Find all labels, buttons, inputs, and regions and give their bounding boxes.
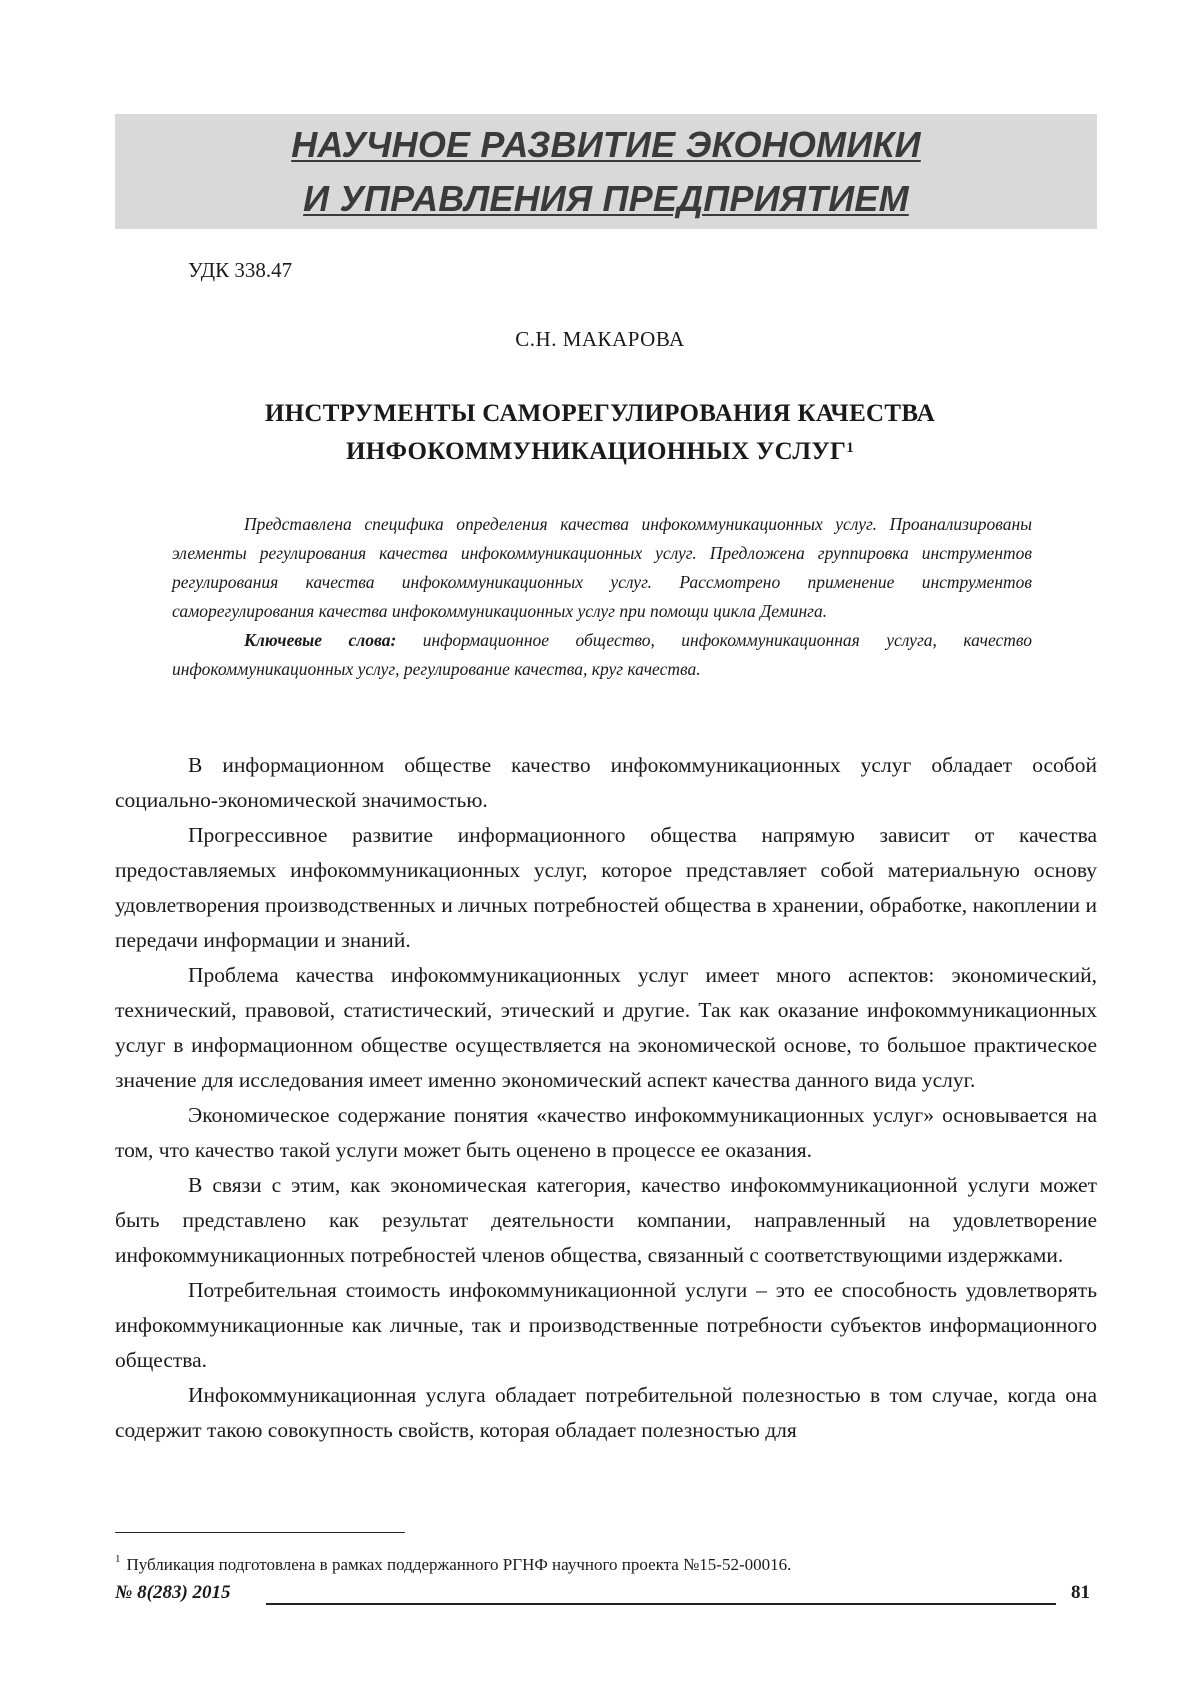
- body-paragraph-6: Потребительная стоимость инфокоммуникационной услуги – это ее способность удовлетворять инфокоммуникационные как личные, так и производственные потребности субъектов информационного общества.: [115, 1273, 1097, 1378]
- body-paragraph-7: Инфокоммуникационная услуга обладает потребительной полезностью в том случае, когда она содержит такою совокупность свойств, которая обладает полезностью для: [115, 1378, 1097, 1448]
- section-header-line-1: НАУЧНОЕ РАЗВИТИЕ ЭКОНОМИКИ: [291, 118, 921, 172]
- section-header-line-2: И УПРАВЛЕНИЯ ПРЕДПРИЯТИЕМ: [303, 172, 909, 226]
- keywords-label: Ключевые слова:: [244, 630, 396, 650]
- article-title-line-2-text: ИНФОКОММУНИКАЦИОННЫХ УСЛУГ: [346, 438, 846, 465]
- body-paragraph-1: В информационном обществе качество инфокоммуникационных услуг обладает особой социально-экономической значимостью.: [115, 748, 1097, 818]
- article-title-line-1: ИНСТРУМЕНТЫ САМОРЕГУЛИРОВАНИЯ КАЧЕСТВА: [100, 395, 1100, 433]
- footnote-mark: 1: [115, 1553, 121, 1565]
- body-paragraph-4: Экономическое содержание понятия «качество инфокоммуникационных услуг» основывается на том, что качество такой услуги может быть оценено в процессе ее оказания.: [115, 1098, 1097, 1168]
- footnote-text: Публикация подготовлена в рамках поддержанного РГНФ научного проекта №15-52-00016.: [127, 1555, 792, 1574]
- article-title: [100, 395, 1100, 471]
- body-paragraph-5: В связи с этим, как экономическая категория, качество инфокоммуникационной услуги может быть представлено как результат деятельности компании, направленный на удовлетворение инфокоммуникационных потребностей членов общества, связанный с соответствующими издержками.: [115, 1168, 1097, 1273]
- footnote-divider: [115, 1532, 405, 1533]
- section-header-banner: [115, 114, 1097, 229]
- footnote: [115, 1555, 791, 1575]
- udk-code: УДК 338.47: [188, 258, 292, 283]
- abstract-text: Представлена специфика определения качества инфокоммуникационных услуг. Проанализированы элементы регулирования качества инфокоммуникационных услуг. Предложена группировка инструментов регулирования качества инфокоммуникационных услуг. Рассмотрено применение инструментов саморегулирования качества инфокоммуникационных услуг при помощи цикла Деминга.: [172, 510, 1032, 626]
- article-title-line-2: [100, 433, 1100, 471]
- keywords-list: информационное общество, инфокоммуникационная услуга, качество инфокоммуникационных услуг, регулирование качества, круг качества.: [172, 630, 1032, 679]
- page-number: 81: [1071, 1582, 1090, 1604]
- body-paragraph-2: Прогрессивное развитие информационного общества напрямую зависит от качества предоставляемых инфокоммуникационных услуг, которое представляет собой материальную основу удовлетворения производственных и личных потребностей общества в хранении, обработке, накоплении и передачи информации и знаний.: [115, 818, 1097, 958]
- article-body: [115, 748, 1097, 1448]
- footer-rule: [266, 1603, 1056, 1605]
- body-paragraph-3: Проблема качества инфокоммуникационных услуг имеет много аспектов: экономический, технический, правовой, статистический, этический и другие. Так как оказание инфокоммуникационных услуг в информационном обществе осуществляется на экономической основе, то большое практическое значение для исследования имеет именно экономический аспект качества данного вида услуг.: [115, 958, 1097, 1098]
- abstract: [172, 510, 1032, 684]
- journal-issue: № 8(283) 2015: [115, 1582, 231, 1604]
- author-name: С.Н. МАКАРОВА: [0, 327, 1200, 352]
- keywords: [172, 626, 1032, 684]
- title-footnote-mark: 1: [846, 440, 854, 456]
